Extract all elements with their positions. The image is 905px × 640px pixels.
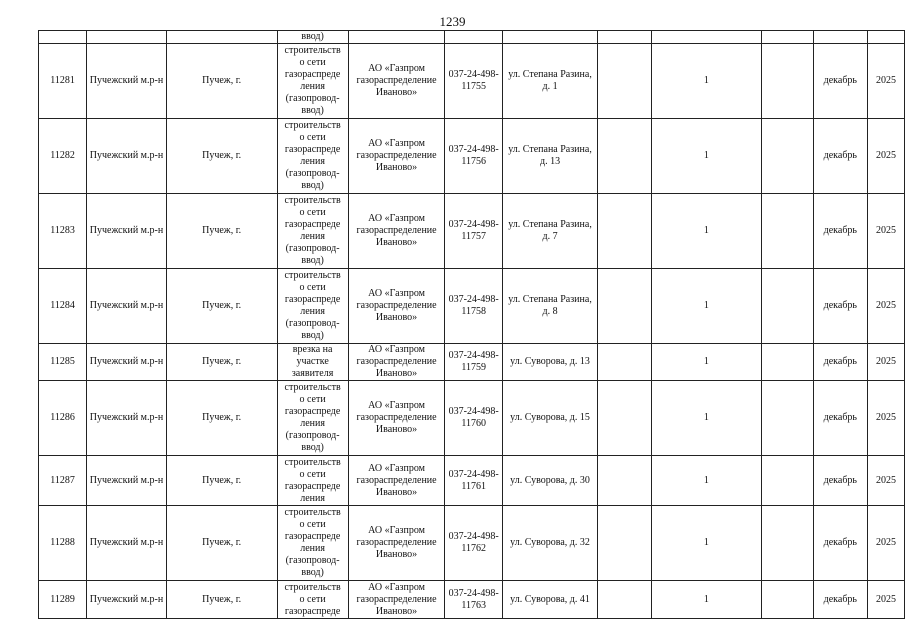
organization-cell: АО «Газпром газораспределение Иваново» (348, 44, 445, 119)
district-cell: Пучежский м.р-н (87, 581, 167, 619)
table-row (39, 119, 905, 194)
month-cell: декабрь (813, 344, 867, 381)
address-cell: ул. Суворова, д. 15 (502, 381, 597, 456)
code-cell: 037-24-498-11759 (445, 344, 502, 381)
code-cell: 037-24-498-11755 (445, 44, 502, 119)
empty-cell (762, 456, 814, 506)
address-cell: ул. Степана Разина, д. 1 (502, 44, 597, 119)
month-cell: декабрь (813, 119, 867, 194)
work-line: о сети (299, 468, 326, 480)
empty-cell (598, 119, 651, 194)
address-cell: ул. Степана Разина, д. 7 (502, 194, 597, 269)
year-cell: 2025 (868, 381, 905, 456)
empty-cell (598, 456, 651, 506)
month-cell: декабрь (813, 44, 867, 119)
empty-cell (598, 581, 651, 619)
district-cell: Пучежский м.р-н (87, 456, 167, 506)
organization-cell: АО «Газпром газораспределение Иваново» (348, 381, 445, 456)
code-cell: 037-24-498-11762 (445, 506, 502, 581)
row-number: 11281 (39, 44, 87, 119)
work-line: газораспреде (284, 406, 341, 417)
year-cell: 2025 (868, 344, 905, 381)
district-cell: Пучежский м.р-н (87, 44, 167, 119)
work-line: ввод) (301, 180, 324, 191)
year-cell: 2025 (868, 506, 905, 581)
work-line: газораспреде (284, 480, 341, 492)
row-number: 11289 (39, 581, 87, 619)
organization-cell: АО «Газпром газораспределение Иваново» (348, 119, 445, 194)
row-number: 11284 (39, 269, 87, 344)
locality-cell: Пучеж, г. (166, 344, 277, 381)
work-line: строительств (284, 382, 341, 393)
year-cell: 2025 (868, 44, 905, 119)
district-cell: Пучежский м.р-н (87, 506, 167, 581)
table-row (39, 194, 905, 269)
month-cell: декабрь (813, 381, 867, 456)
work-line: газораспреде (284, 144, 341, 155)
work-line: ления (300, 231, 325, 242)
row-number: 11288 (39, 506, 87, 581)
month-cell: декабрь (813, 506, 867, 581)
work-line: заявителя (291, 368, 334, 379)
organization-cell: АО «Газпром газораспределение Иваново» (348, 344, 445, 381)
empty-cell (598, 44, 651, 119)
work-line: строительств (284, 581, 341, 593)
work-line: (газопровод- (285, 318, 340, 329)
code-cell: 037-24-498-11760 (445, 381, 502, 456)
work-line: о сети (299, 282, 326, 293)
work-line: строительств (284, 195, 341, 206)
work-line: участке (296, 356, 329, 367)
registry-table (38, 30, 905, 619)
empty-cell (762, 119, 814, 194)
code-cell: 037-24-498-11758 (445, 269, 502, 344)
district-cell: Пучежский м.р-н (87, 194, 167, 269)
empty-cell (762, 194, 814, 269)
organization-cell: АО «Газпром газораспределение Иваново» (348, 269, 445, 344)
work-cell (277, 344, 348, 381)
month-cell: декабрь (813, 194, 867, 269)
work-line: (газопровод- (285, 555, 340, 566)
empty-cell (762, 581, 814, 619)
address-cell: ул. Суворова, д. 32 (502, 506, 597, 581)
locality-cell: Пучеж, г. (166, 269, 277, 344)
work-cell (277, 194, 348, 269)
work-line: о сети (299, 519, 326, 530)
table-row (39, 44, 905, 119)
work-line: строительств (284, 270, 341, 281)
page-number: 1239 (439, 14, 466, 29)
locality-cell: Пучеж, г. (166, 44, 277, 119)
empty-cell (762, 344, 814, 381)
address-cell: ул. Степана Разина, д. 8 (502, 269, 597, 344)
table-row (39, 456, 905, 506)
empty-cell (762, 44, 814, 119)
quantity-cell: 1 (651, 381, 761, 456)
quantity-cell: 1 (651, 194, 761, 269)
quantity-cell: 1 (651, 119, 761, 194)
locality-cell: Пучеж, г. (166, 581, 277, 619)
table-row (39, 506, 905, 581)
work-line: строительств (284, 507, 341, 518)
work-line: врезка на (292, 344, 333, 355)
address-cell: ул. Степана Разина, д. 13 (502, 119, 597, 194)
work-line: строительств (284, 45, 341, 56)
quantity-cell: 1 (651, 581, 761, 619)
organization-cell: АО «Газпром газораспределение Иваново» (348, 506, 445, 581)
empty-cell (762, 506, 814, 581)
year-cell: 2025 (868, 269, 905, 344)
work-line: газораспреде (284, 294, 341, 305)
organization-cell: АО «Газпром газораспределение Иваново» (348, 456, 445, 506)
quantity-cell: 1 (651, 344, 761, 381)
row-number: 11282 (39, 119, 87, 194)
work-cell (277, 381, 348, 456)
work-line: (газопровод- (285, 430, 340, 441)
work-line: о сети (299, 132, 326, 143)
table-row (39, 381, 905, 456)
work-line: о сети (299, 207, 326, 218)
quantity-cell: 1 (651, 456, 761, 506)
work-line: о сети (299, 394, 326, 405)
year-cell: 2025 (868, 581, 905, 619)
empty-cell (598, 381, 651, 456)
empty-cell (762, 269, 814, 344)
empty-cell (598, 194, 651, 269)
row-number: 11286 (39, 381, 87, 456)
work-cell (277, 269, 348, 344)
empty-cell (598, 269, 651, 344)
work-line: ления (300, 543, 325, 554)
month-cell: декабрь (813, 581, 867, 619)
work-line: ления (300, 156, 325, 167)
organization-cell: АО «Газпром газораспределение Иваново» (348, 581, 445, 619)
work-cell (277, 44, 348, 119)
district-cell: Пучежский м.р-н (87, 119, 167, 194)
quantity-cell: 1 (651, 269, 761, 344)
work-line: ввод) (301, 567, 324, 578)
work-line: ввод) (301, 330, 324, 341)
row-number: 11283 (39, 194, 87, 269)
work-line: ввод) (301, 105, 324, 116)
code-cell: 037-24-498-11761 (445, 456, 502, 506)
work-line: ввод) (301, 255, 324, 266)
work-cell (277, 506, 348, 581)
code-cell: 037-24-498-11763 (445, 581, 502, 619)
month-cell: декабрь (813, 456, 867, 506)
organization-cell: АО «Газпром газораспределение Иваново» (348, 194, 445, 269)
year-cell: 2025 (868, 194, 905, 269)
row-number: 11285 (39, 344, 87, 381)
work-cell (277, 581, 348, 619)
address-cell: ул. Суворова, д. 30 (502, 456, 597, 506)
work-line: о сети (299, 57, 326, 68)
quantity-cell: 1 (651, 44, 761, 119)
work-line: ления (300, 81, 325, 92)
year-cell: 2025 (868, 456, 905, 506)
work-cell (277, 119, 348, 194)
empty-cell (598, 344, 651, 381)
work-line: о сети (299, 593, 326, 605)
locality-cell: Пучеж, г. (166, 381, 277, 456)
empty-cell (762, 381, 814, 456)
year-cell: 2025 (868, 119, 905, 194)
locality-cell: Пучеж, г. (166, 119, 277, 194)
work-line: ления (300, 492, 325, 504)
work-cell: ввод) (277, 31, 348, 44)
month-cell: декабрь (813, 269, 867, 344)
district-cell: Пучежский м.р-н (87, 381, 167, 456)
work-line: (газопровод- (285, 168, 340, 179)
work-line: ления (300, 306, 325, 317)
code-cell: 037-24-498-11756 (445, 119, 502, 194)
work-line: газораспреде (284, 531, 341, 542)
work-line: строительств (284, 456, 341, 468)
work-line: ввод) (301, 442, 324, 453)
table-row (39, 269, 905, 344)
locality-cell: Пучеж, г. (166, 506, 277, 581)
locality-cell: Пучеж, г. (166, 194, 277, 269)
work-line: газораспреде (284, 605, 341, 617)
work-line: (газопровод- (285, 93, 340, 104)
table-row (39, 344, 905, 381)
work-line: газораспреде (284, 69, 341, 80)
locality-cell: Пучеж, г. (166, 456, 277, 506)
continuation-row (39, 31, 905, 44)
row-number: 11287 (39, 456, 87, 506)
address-cell: ул. Суворова, д. 13 (502, 344, 597, 381)
table-row (39, 581, 905, 619)
work-cell (277, 456, 348, 506)
work-line: ления (300, 418, 325, 429)
work-line: (газопровод- (285, 243, 340, 254)
work-line: газораспреде (284, 219, 341, 230)
district-cell: Пучежский м.р-н (87, 269, 167, 344)
district-cell: Пучежский м.р-н (87, 344, 167, 381)
work-line: строительств (284, 120, 341, 131)
quantity-cell: 1 (651, 506, 761, 581)
code-cell: 037-24-498-11757 (445, 194, 502, 269)
empty-cell (598, 506, 651, 581)
address-cell: ул. Суворова, д. 41 (502, 581, 597, 619)
